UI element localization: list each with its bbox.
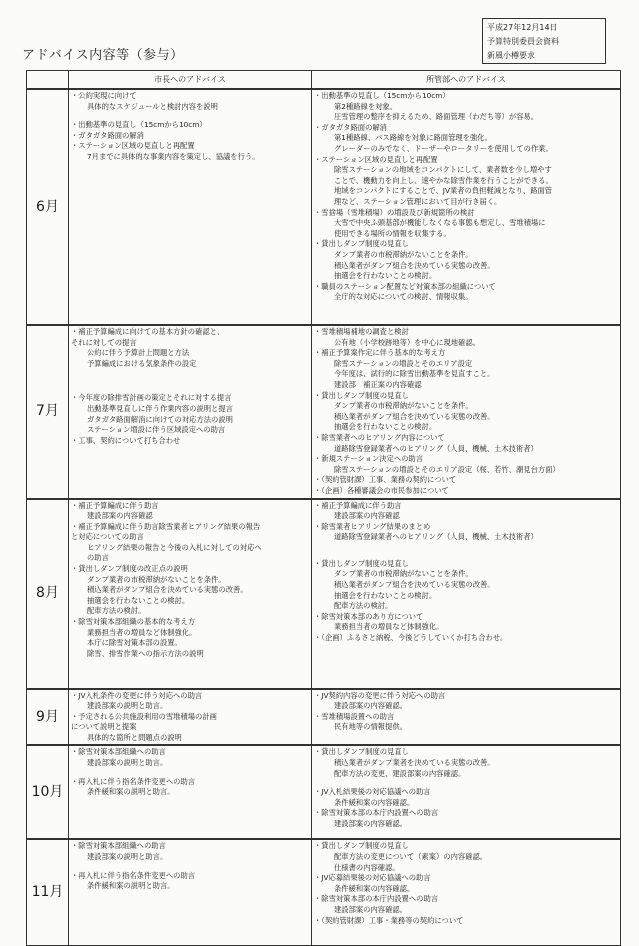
- advice-line: ・ガタガタ路面の解消: [71, 130, 144, 140]
- advice-line: ・ガタガタ路面の解消: [314, 122, 387, 132]
- department-advice-cell: [312, 839, 621, 945]
- advice-line: 条件緩和案の説明と助言。: [87, 787, 175, 797]
- advice-line: 第1種路線、バス路線を対象に路面管理を強化。: [334, 133, 492, 143]
- month-cell: 10月: [27, 745, 69, 839]
- advice-line: 建設部案の説明と助言。: [87, 701, 168, 711]
- spacer: [71, 863, 309, 871]
- advice-line: 配車方法の検討。: [87, 606, 146, 616]
- advice-line: ヒアリング結果の報告と今後の入札に対しての対応へ: [87, 542, 262, 552]
- department-column-header: 所管部へのアドバイス: [312, 71, 621, 90]
- advice-line: 積込業者がダンプ組合を決めている実態の改善。: [334, 260, 495, 270]
- advice-line: 道路除雪登録業者へのヒアリング（人員、機械、土木技術者）: [334, 532, 538, 542]
- advice-line: 建設部案の説明と助言。: [87, 852, 168, 862]
- advice-line: 民有地等の情報提供。: [334, 722, 407, 732]
- table-row: [27, 499, 621, 689]
- advice-line: ・職員のステーション配置など対策本部の組織について: [314, 281, 496, 291]
- advice-line: 第2種路線を対象。: [334, 101, 398, 111]
- advice-line: ・（企画）ふるさと納税、今後どうしていくか打ち合わせ。: [314, 633, 508, 643]
- advice-line: ・新規ステーション決定への助言: [314, 454, 424, 464]
- advice-line: 条件緩和案の説明と助言。: [87, 881, 175, 891]
- advice-line: 圧雪管理の整序を抑えるため、路面管理（わだち等）が容易。: [334, 112, 539, 122]
- advice-line: ・予定される公共施設利用の雪堆積場の計画: [71, 711, 217, 721]
- advice-line: 除雪ステーションの地域をコンパクトにして、業者数を少し増やす: [334, 165, 552, 175]
- advice-line: 公約に伴う予算計上問題と方法: [87, 348, 190, 358]
- mayor-column-header: 市長へのアドバイス: [69, 71, 312, 90]
- advice-line: ダンプ業者の市税滞納がないことを条件。: [87, 574, 226, 584]
- advice-line: ・除雪対策本部の本庁内設置への助言: [314, 808, 439, 818]
- mayor-advice-cell: [69, 745, 312, 839]
- advice-line: ・JV契約内容の変更に伴う対応への助言: [314, 690, 446, 700]
- advice-line: ダンプ業者の市税滞納がないことを条件。: [334, 401, 473, 411]
- advice-line: ・補正予算編成に伴う助言: [71, 500, 159, 510]
- advice-line: 具体的なスケジュールと検討内容を説明: [87, 101, 218, 111]
- mayor-advice-cell: [69, 89, 312, 325]
- mayor-advice-cell: [69, 839, 312, 945]
- advice-line: 建設部案の内容確認。: [334, 701, 407, 711]
- department-advice-cell: [312, 89, 621, 325]
- spacer: [314, 543, 618, 551]
- header-date: 平成27年12月14日: [487, 23, 558, 32]
- spacer: [71, 377, 309, 385]
- department-advice-cell: [312, 689, 621, 746]
- mayor-advice-cell: [69, 325, 312, 499]
- advice-line: 建設部案の説明と助言。: [87, 758, 168, 768]
- advice-line: について説明と提案: [71, 722, 137, 732]
- advice-line: 配車方法の変更、建設部案の内容確認。: [334, 768, 466, 778]
- advice-line: 7月までに具体的な事業内容を策定し、協議を行う。: [87, 151, 260, 161]
- advice-line: ・貸出しダンプ制度の見直し: [314, 841, 409, 851]
- advice-line: ・除雪対策本部組織の基本的な考え方: [71, 617, 196, 627]
- advice-line: 建設部案の内容確認。: [334, 905, 407, 915]
- spacer: [314, 779, 618, 787]
- advice-line: 除雪ステーションの増設とそのエリア設定: [334, 358, 473, 368]
- advice-line: 抽選会を行わないことの検討。: [87, 595, 190, 605]
- advice-table: [26, 70, 621, 946]
- advice-line: ・除雪業者ヒアリング結果のまとめ: [314, 521, 431, 531]
- advice-line: ・公約実現に向けて: [71, 91, 137, 100]
- advice-line: ・貸出しダンプ制度の見直し: [314, 239, 409, 249]
- advice-line: 配車方法の検討。: [334, 601, 393, 611]
- mayor-advice-cell: [69, 499, 312, 689]
- advice-line: 道路除雪登録業者へのヒアリング（人員、機械、土木技術者）: [334, 443, 538, 453]
- advice-line: 本庁に除雪対策本部の設置。: [87, 638, 182, 648]
- advice-line: ・JV入札条件の変更に伴う対応への助言: [71, 690, 203, 700]
- advice-line: ・ステーション区域の見直しと再配置: [314, 154, 438, 164]
- advice-line: 出動基準見直しに伴う作業内容の説明と提言: [87, 403, 233, 413]
- department-advice-cell: [312, 325, 621, 499]
- advice-line: 配車方法の変更について（素案）の内容確認。: [334, 852, 488, 862]
- spacer: [314, 551, 618, 559]
- advice-line: ・貸出しダンプ制度の改正点の説明: [71, 564, 188, 574]
- advice-line: ・貸出しダンプ制度の見直し: [314, 390, 409, 400]
- month-cell: 11月: [27, 839, 69, 945]
- advice-line: 業務担当者の増員など体制強化。: [334, 622, 444, 632]
- advice-line: ・除雪業者へのヒアリング内容について: [314, 432, 445, 442]
- table-row: [27, 689, 621, 746]
- advice-line: 抽選会を行わないことの検討。: [334, 271, 437, 281]
- header-info-box: [482, 18, 606, 64]
- advice-line: ・再入札に伴う指名条件変更への助言: [71, 870, 196, 880]
- advice-line: 除雪、排雪作業への指示方法の説明: [87, 648, 204, 658]
- advice-line: ・貸出しダンプ制度の見直し: [314, 747, 409, 757]
- advice-line: ・除雪対策本部の本庁内設置への助言: [314, 894, 439, 904]
- advice-line: ・雪堆積場設置への助言: [314, 711, 395, 721]
- month-cell: 8月: [27, 499, 69, 689]
- advice-line: 建設部案の内容確認。: [334, 819, 407, 829]
- advice-line: ・除雪対策本部組織への助言: [71, 747, 166, 757]
- advice-line: 積込業者がダンプ組合を決めている実態の改善。: [334, 411, 495, 421]
- advice-line: 条件緩和案の内容確認。: [334, 797, 415, 807]
- table-row: [27, 745, 621, 839]
- advice-line: 積込業者がダンプ組合を決めている実態の改善。: [334, 580, 495, 590]
- advice-line: 積込業者がダンプ業者を決めている実態の改善。: [334, 758, 495, 768]
- advice-line: ・（契約管財課）工事、業務の契約について: [314, 475, 457, 485]
- advice-line: ・雪堆積場補地の調査と検討: [314, 327, 409, 336]
- advice-line: 除雪ステーションの増設とそのエリア設定（桜、若竹、潮見台方面）: [334, 464, 560, 474]
- advice-line: 建設部案の内容確認: [334, 511, 400, 521]
- advice-line: 公有地（小学校跡地等）を中心に現地確認。: [334, 337, 480, 347]
- advice-line: グレーダーのみでなく、ドーザーやロータリーを使用しての作業。: [334, 143, 553, 153]
- advice-line: 積込業者がダンプ組合を決めている実態の改善。: [87, 585, 248, 595]
- spacer: [71, 385, 309, 393]
- advice-line: 今年度は、試行的に除雪出動基準を見直すこと。: [334, 369, 495, 379]
- month-cell: 6月: [27, 89, 69, 325]
- advice-line: 抽選会を行わないことの検討。: [334, 590, 437, 600]
- advice-line: ことで、機動力を向上し、速やかな除雪作業を行うことができる。: [334, 175, 553, 185]
- advice-line: 建設部 補正案の内容確認: [334, 379, 422, 389]
- advice-line: 使用できる場所の情報を収集する。: [334, 228, 451, 238]
- advice-line: ・貸出しダンプ制度の見直し: [314, 558, 409, 568]
- month-cell: 7月: [27, 325, 69, 499]
- advice-line: ・出動基準の見直し（15cmから10cm）: [71, 120, 207, 130]
- advice-line: 抽選会を行わないことの検討。: [334, 422, 437, 432]
- advice-line: ・（契約管財課）工事・業務等の契約について: [314, 915, 464, 925]
- advice-line: 業務担当者の増員など体制強化。: [87, 627, 197, 637]
- table-row: [27, 325, 621, 499]
- table-row: [27, 89, 621, 325]
- header-committee: 予算特別委員会資料: [487, 37, 559, 46]
- advice-line: ステーション増設に伴う区域設定への助言: [87, 425, 226, 435]
- advice-line: ダンプ業者の市税滞納がないことを条件。: [334, 249, 473, 259]
- month-cell: 9月: [27, 689, 69, 746]
- month-column-header: [27, 71, 69, 90]
- spacer: [71, 369, 309, 377]
- advice-line: 予算編成における気象条件の設定: [87, 358, 197, 368]
- spacer: [71, 112, 309, 120]
- advice-line: ・JV応募結果後の対応協議への助言: [314, 873, 431, 883]
- advice-line: と対応についての助言: [71, 532, 144, 542]
- page-title: アドバイス内容等（参与）: [22, 48, 184, 63]
- advice-line: ・工事、契約について打ち合わせ: [71, 435, 181, 445]
- department-advice-cell: [312, 499, 621, 689]
- advice-line: 全庁的な対応についての検討、情報収集。: [334, 292, 473, 302]
- advice-line: ・JV入札結果後の対応協議への助言: [314, 787, 431, 797]
- header-requester: 新風小樽要求: [487, 51, 535, 60]
- advice-line: 大雪で中央ふ頭基部が機能しなくなる事態も想定し、雪堆積場に: [334, 218, 546, 228]
- advice-line: ・除雪対策本部のあり方について: [314, 611, 424, 621]
- advice-line: 地域をコンパクトにすることで、JV業者の負担軽減となり、路面管: [334, 186, 553, 196]
- mayor-advice-cell: [69, 689, 312, 746]
- advice-line: ・補正予算案作定に伴う基本的な考え方: [314, 348, 446, 358]
- spacer: [71, 769, 309, 777]
- advice-line: ・再入札に伴う指名条件変更への助言: [71, 776, 196, 786]
- advice-line: ・補正予算編成に向けての基本方針の確認と、: [71, 327, 225, 336]
- advice-line: ・補正予算編成に伴う助言: [314, 500, 402, 510]
- advice-line: ・補正予算編成に伴う助言除雪業者ヒアリング結果の報告: [71, 521, 261, 531]
- advice-line: それに対しての提言: [71, 337, 137, 347]
- advice-line: ・今年度の除排雪計画の策定とそれに対する提言: [71, 393, 232, 403]
- table-header-row: [27, 71, 621, 90]
- advice-line: ・雪捨場（雪堆積場）の増設及び新規箇所の検討: [314, 207, 475, 217]
- advice-line: 仕様書の内容確認。: [334, 862, 400, 872]
- advice-line: ・出動基準の見直し（15cmから10cm）: [314, 91, 450, 100]
- advice-line: 具体的な箇所と問題点の説明: [87, 732, 182, 742]
- advice-line: 理など、ステーション管理において目が行き届く。: [334, 196, 502, 206]
- department-advice-cell: [312, 745, 621, 839]
- table-row: [27, 839, 621, 945]
- advice-line: ダンプ業者の市税滞納がないことを条件。: [334, 569, 473, 579]
- advice-line: ・除雪対策本部組織への助言: [71, 841, 166, 851]
- advice-line: ・ステーション区域の見直しと再配置: [71, 141, 195, 151]
- advice-line: 条件緩和案の内容確認。: [334, 883, 415, 893]
- advice-line: ガタガタ路面解消に向けての対応方法の説明: [87, 414, 233, 424]
- advice-line: の助言: [87, 553, 109, 563]
- advice-line: 建設部案の内容確認: [87, 511, 153, 521]
- advice-line: ・（企画）各種審議会の市民参加について: [314, 485, 449, 495]
